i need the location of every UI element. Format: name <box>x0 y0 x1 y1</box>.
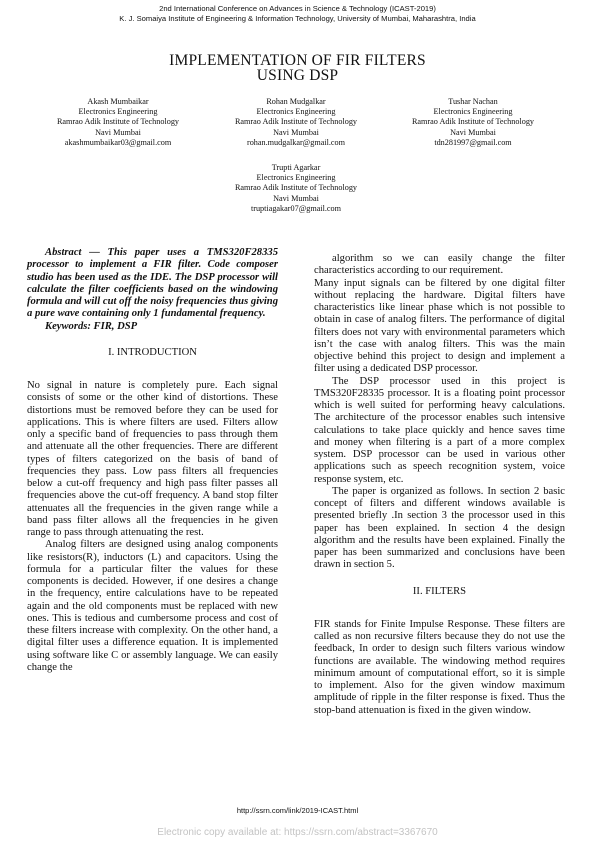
author-name: Rohan Mudgalkar <box>266 97 326 106</box>
right-column <box>314 253 565 717</box>
author-city: Navi Mumbai <box>95 127 141 137</box>
author-email[interactable]: truptiagakar07@gmail.com <box>250 203 342 213</box>
paragraph: No signal in nature is completely pure. Each signal consists of some or the other kind of distortions. These distortions must be removed before they can be used for applications. This is where filters are used. Filters allow only a specific band of frequencies to pass through them and attenuate all the other frequencies. There are different types of filters categorized on the basis of band of frequencies they pass. Low pass filters all frequencies below a cut-off frequency and high pass filter passes all frequencies above the cut-off frequency. A band stop filter attenuates all the frequencies in the given range while a band pass filter allows all the frequencies in he given range to pass through attenuating the rest. <box>27 380 278 538</box>
author-city: Navi Mumbai <box>273 127 319 137</box>
paragraph: FIR stands for Finite Impulse Response. These filters are called as non recursive filters because they do not use the feedback, In order to design such filters various window functions are available. The windowing method requires minimum amount of computational effort, so it is simple to implement. Also for the given window maximum amplitude of ripple in the filter response is fixed. Thus the stop-band attenuation is fixed in the given window. <box>314 618 565 716</box>
author-dept: Electronics Engineering <box>78 107 158 117</box>
author-block <box>201 163 391 214</box>
author-institute: Ramrao Adik Institute of Technology <box>234 183 358 193</box>
title-line-2: USING DSP <box>256 67 339 84</box>
paragraph: algorithm so we can easily change the filter characteristics according to our requirement. <box>314 253 565 277</box>
author-block <box>201 97 391 148</box>
conference-header: 2nd International Conference on Advances in Science & Technology (ICAST-2019) <box>159 4 436 13</box>
abstract: Abstract — This paper uses a TMS320F28335 processor to implement a FIR filter. Code composer studio has been used as the IDE. The DSP processor will calculate the filter coefficients based on the windowing formula and will cut off the noisy frequencies thus giving a pure wave containing only 1 fundamental frequency. <box>27 247 278 320</box>
left-column <box>27 247 278 674</box>
paper-title <box>0 53 595 83</box>
ssrn-watermark: Electronic copy available at: https://ssrn.com/abstract=3367670 <box>157 827 438 838</box>
paragraph: Analog filters are designed using analog components like resistors(R), inductors (L) and capacitors. Using the formula for a particular filter the values for these components is decided. However, if one desires a change in the frequency, entire calculations have to be repeated again and the old components must be replaced with new ones. This is tedious and cumbersome process and cost of these filters increase with complexity. On the other hand, a digital filter uses a difference equation. It is implemented using software like C or assembly language. We can easily change the <box>27 539 278 673</box>
author-city: Navi Mumbai <box>450 127 496 137</box>
section-heading-filters: II. FILTERS <box>412 585 467 597</box>
institute-header: K. J. Somaiya Institute of Engineering & Information Technology, University of Mumbai, Maharashtra, India <box>119 14 476 23</box>
section-heading-introduction: I. INTRODUCTION <box>108 346 197 358</box>
paragraph: Many input signals can be filtered by one digital filter without replacing the hardware. Digital filters have characteristics like linear phase which is not possible to obtain in case of analog filters. The performance of digital filters does not vary with environmental parameters which isn’t the case with analog filters. This was the main objective behind this project to design and implement a filter using a dedicated DSP processor. <box>314 277 565 375</box>
author-dept: Electronics Engineering <box>256 173 336 183</box>
author-email[interactable]: tdn281997@gmail.com <box>434 137 512 147</box>
author-name: Tushar Nachan <box>448 97 498 106</box>
author-city: Navi Mumbai <box>273 193 319 203</box>
author-dept: Electronics Engineering <box>433 107 513 117</box>
paragraph: The paper is organized as follows. In section 2 basic concept of filters and different windows available is presented briefly .In section 3 the processor used in this paper has been explained. In section 4 the design algorithm and the results have been explained. Finally the paper has been summarized and conclusions have been drawn in section 5. <box>314 485 565 571</box>
author-email[interactable]: akashmumbaikar03@gmail.com <box>64 137 172 147</box>
author-institute: Ramrao Adik Institute of Technology <box>234 117 358 127</box>
keywords: Keywords: FIR, DSP <box>45 320 138 332</box>
title-line-1: IMPLEMENTATION OF FIR FILTERS <box>169 52 426 69</box>
paragraph: The DSP processor used in this project is TMS320F28335 processor. It is a floating point processor which is well suited for performing heavy calculations. The architecture of the processor enables such intensive calculations to take place quickly and hence saves time and money when filtering is a part of a more complex system. DSP processor can be used in various other applications such as speech recognition system, voice response system, etc. <box>314 375 565 485</box>
author-name: Akash Mumbaikar <box>87 97 149 106</box>
author-block <box>378 97 568 148</box>
footer-url[interactable]: http://ssrn.com/link/2019-ICAST.html <box>236 806 359 815</box>
author-block <box>23 97 213 148</box>
author-email[interactable]: rohan.mudgalkar@gmail.com <box>246 137 346 147</box>
author-name: Trupti Agarkar <box>271 163 321 172</box>
author-dept: Electronics Engineering <box>256 107 336 117</box>
author-institute: Ramrao Adik Institute of Technology <box>56 117 180 127</box>
author-institute: Ramrao Adik Institute of Technology <box>411 117 535 127</box>
